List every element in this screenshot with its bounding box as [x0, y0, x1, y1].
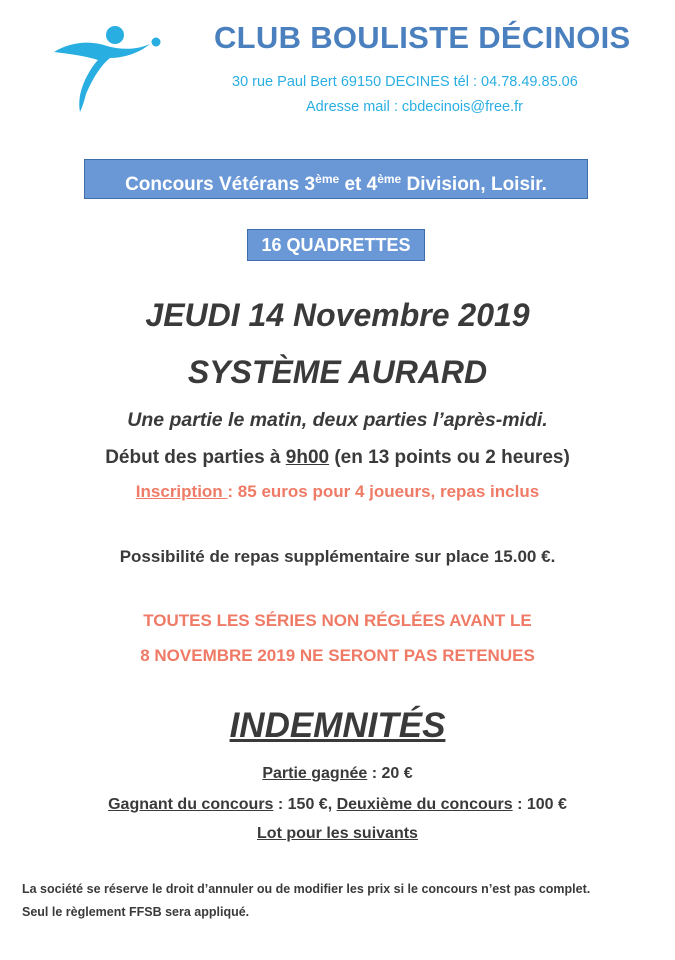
petanque-player-icon — [52, 22, 170, 114]
start-time: 9h00 — [285, 447, 330, 468]
registration-line — [0, 482, 675, 502]
prize-match-won — [0, 765, 675, 783]
prize-label: Gagnant du concours — [108, 796, 274, 813]
club-name: CLUB BOULISTE DÉCINOIS — [214, 20, 631, 55]
start-suffix: (en 13 points ou 2 heures) — [329, 447, 570, 468]
indemnities-title: INDEMNITÉS — [229, 706, 446, 745]
warning-line-1: TOUTES LES SÉRIES NON RÉGLÉES AVANT LE — [143, 611, 532, 630]
contest-title-part: et 4 — [339, 174, 378, 195]
registration-label: Inscription — [135, 482, 228, 501]
ordinal-suffix: ème — [377, 172, 402, 186]
contest-title-box — [84, 159, 588, 199]
contest-date: JEUDI 14 Novembre 2019 — [145, 297, 530, 333]
extra-meal-line: Possibilité de repas supplémentaire sur place 15.00 €. — [119, 547, 556, 566]
start-time-line — [0, 447, 675, 469]
prize-label: Lot pour les suivants — [257, 825, 418, 842]
start-prefix: Début des parties à — [105, 447, 286, 468]
warning-line-2: 8 NOVEMBRE 2019 NE SERONT PAS RETENUES — [140, 646, 535, 665]
contest-schedule: Une partie le matin, deux parties l’après-midi. — [127, 409, 548, 431]
prize-others — [0, 825, 675, 843]
disclaimer-line-1: La société se réserve le droit d’annuler ou de modifier les prix si le concours n’est pas complet. — [22, 882, 591, 896]
prize-value: : 150 €, — [273, 796, 337, 813]
teams-box: 16 QUADRETTES — [247, 229, 425, 261]
indemnities-heading — [0, 706, 675, 746]
prize-value: : 100 € — [512, 796, 567, 813]
club-address: 30 rue Paul Bert 69150 DECINES tél : 04.78.49.85.06 — [232, 74, 578, 90]
disclaimer-line-2: Seul le règlement FFSB sera appliqué. — [22, 905, 250, 919]
club-email: Adresse mail : cbdecinois@free.fr — [306, 99, 523, 115]
ordinal-suffix: ème — [315, 172, 340, 186]
prize-value: : 20 € — [367, 765, 413, 782]
contest-system: SYSTÈME AURARD — [187, 354, 488, 390]
prize-label: Deuxième du concours — [336, 796, 513, 813]
prize-label: Partie gagnée — [262, 765, 368, 782]
contest-title-part: Concours Vétérans 3 — [125, 174, 316, 195]
registration-text: : 85 euros pour 4 joueurs, repas inclus — [227, 482, 540, 501]
prize-winners — [0, 796, 675, 814]
contest-title-part: Division, Loisir. — [401, 174, 547, 195]
